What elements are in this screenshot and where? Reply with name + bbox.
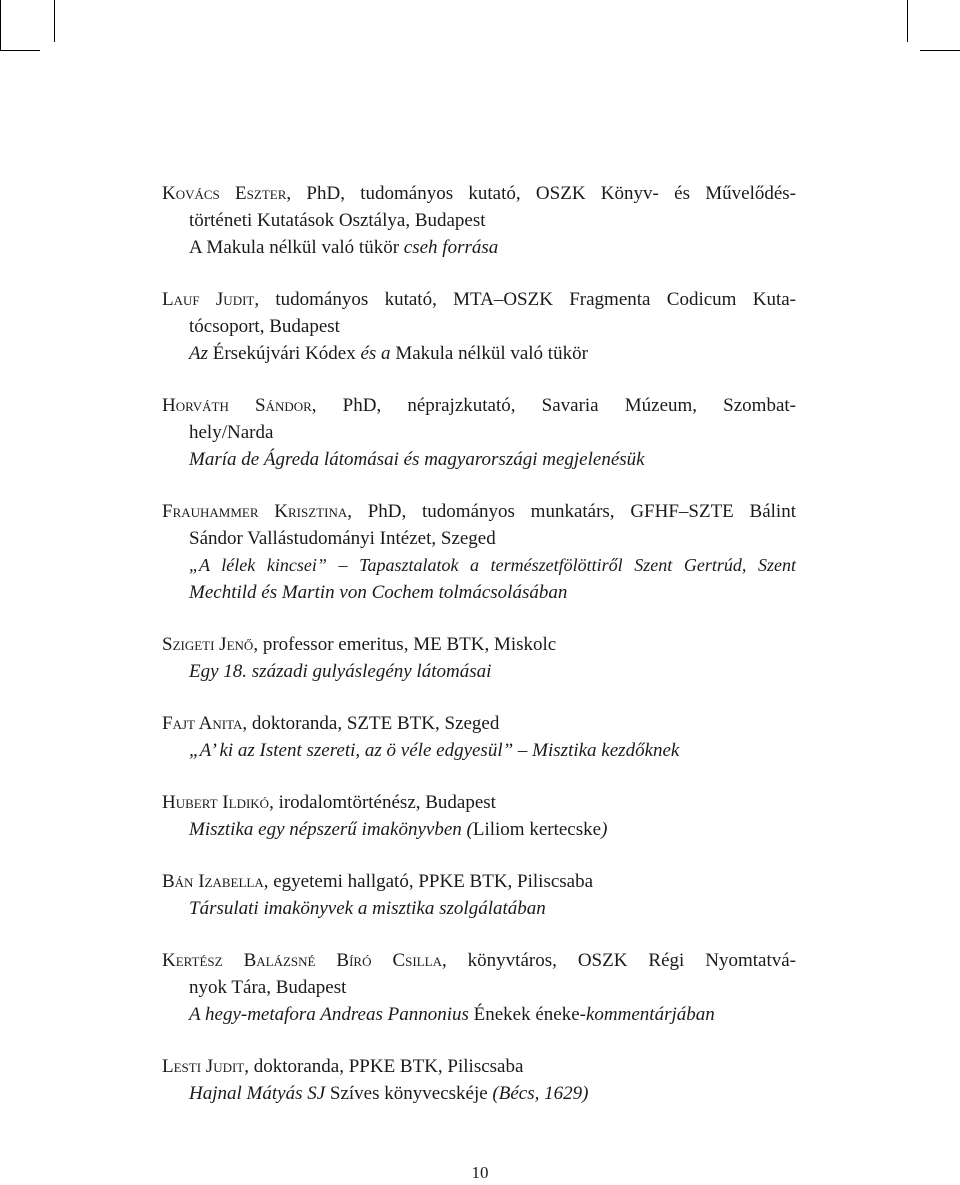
entry-kertesz [162, 947, 796, 1028]
lecture-title: „A lélek kincsei” – Tapasztalatok a természetfölöttiről Szent Gertrúd, Szent [189, 555, 796, 575]
author-name: Lesti Judit [162, 1056, 245, 1077]
author-affiliation-cont: Sándor Vallástudományi Intézet, Szeged [189, 528, 496, 549]
author-name: Kovács Eszter [162, 183, 287, 204]
lecture-title: A Makula nélkül való tükör [189, 237, 404, 258]
author-affiliation: , könyvtáros, OSZK Régi Nyomtatvá- [441, 950, 796, 971]
lecture-title: Társulati imakönyvek a misztika szolgálatában [189, 898, 546, 919]
author-name: Lauf Judit [162, 289, 255, 310]
crop-mark-top-left-v [0, 0, 1, 50]
lecture-title-italic: -kommentárjában [579, 1004, 715, 1025]
lecture-title-italic: Misztika egy népszerű imakönyvben ( [189, 819, 473, 840]
author-affiliation: , PhD, néprajzkutató, Savaria Múzeum, Szombat- [311, 395, 796, 416]
entry-kovacs [162, 180, 796, 261]
lecture-title-italic: Hajnal Mátyás SJ [189, 1083, 330, 1104]
author-name: Horváth Sándor [162, 395, 312, 416]
lecture-title-italic: A hegy-metafora Andreas Pannonius [189, 1004, 474, 1025]
author-name: Fajt Anita [162, 713, 243, 734]
author-affiliation-cont: nyok Tára, Budapest [189, 977, 347, 998]
author-affiliation: , doktoranda, SZTE BTK, Szeged [242, 713, 500, 734]
lecture-title-italic: és a [360, 343, 396, 364]
author-affiliation: , egyetemi hallgató, PPKE BTK, Piliscsaba [263, 871, 594, 892]
lecture-title-cont: Mechtild és Martin von Cochem tolmácsolásában [189, 582, 568, 603]
crop-mark-top-left-h [0, 50, 40, 51]
lecture-title-italic: (Bécs, 1629) [487, 1083, 589, 1104]
author-affiliation: , professor emeritus, ME BTK, Miskolc [253, 634, 557, 655]
lecture-title: „A’ ki az Istent szereti, az ö véle edgyesül” – Misztika kezdőknek [189, 740, 680, 761]
lecture-title-italic: ) [601, 819, 608, 840]
author-name: Frauhammer Krisztina [162, 501, 348, 522]
author-affiliation: , PhD, tudományos kutató, OSZK Könyv- és Művelődés- [286, 183, 796, 204]
author-affiliation-cont: tócsoport, Budapest [189, 316, 340, 337]
entry-lauf [162, 286, 796, 367]
author-name: Szigeti Jenő [162, 634, 254, 655]
author-affiliation: , PhD, tudományos munkatárs, GFHF–SZTE Bálint [347, 501, 796, 522]
crop-mark-top-right-h [920, 50, 960, 51]
lecture-title: Énekek éneke [473, 1004, 580, 1025]
contributors-list [162, 180, 796, 1132]
entry-hubert [162, 789, 796, 843]
lecture-title-italic: cseh forrása [403, 237, 499, 258]
author-affiliation: , tudományos kutató, MTA–OSZK Fragmenta Codicum Kuta- [254, 289, 796, 310]
author-name: Bán Izabella [162, 871, 264, 892]
lecture-title: Érsekújvári Kódex [212, 343, 361, 364]
author-name: Kertész Balázsné Bíró Csilla [162, 950, 442, 971]
entry-ban [162, 868, 796, 922]
lecture-title: María de Ágreda látomásai és magyarországi megjelenésük [189, 449, 645, 470]
author-affiliation-cont: hely/Narda [189, 422, 274, 443]
author-affiliation-cont: történeti Kutatások Osztálya, Budapest [189, 210, 486, 231]
entry-frauhammer [162, 498, 796, 606]
lecture-title: Makula nélkül való tükör [395, 343, 588, 364]
page-number: 10 [471, 1163, 489, 1182]
lecture-title-italic: Az [189, 343, 213, 364]
entry-horvath [162, 392, 796, 473]
crop-mark-top-mid-v [54, 0, 55, 42]
author-affiliation: , irodalomtörténész, Budapest [269, 792, 496, 813]
entry-szigeti [162, 631, 796, 685]
author-name: Hubert Ildikó [162, 792, 270, 813]
entry-fajt [162, 710, 796, 764]
author-affiliation: , doktoranda, PPKE BTK, Piliscsaba [244, 1056, 524, 1077]
lecture-title: Szíves könyvecskéje [329, 1083, 488, 1104]
lecture-title: Egy 18. századi gulyáslegény látomásai [189, 661, 492, 682]
lecture-title: Liliom kertecske [472, 819, 602, 840]
crop-mark-top-right-v [907, 0, 908, 42]
entry-lesti [162, 1053, 796, 1107]
